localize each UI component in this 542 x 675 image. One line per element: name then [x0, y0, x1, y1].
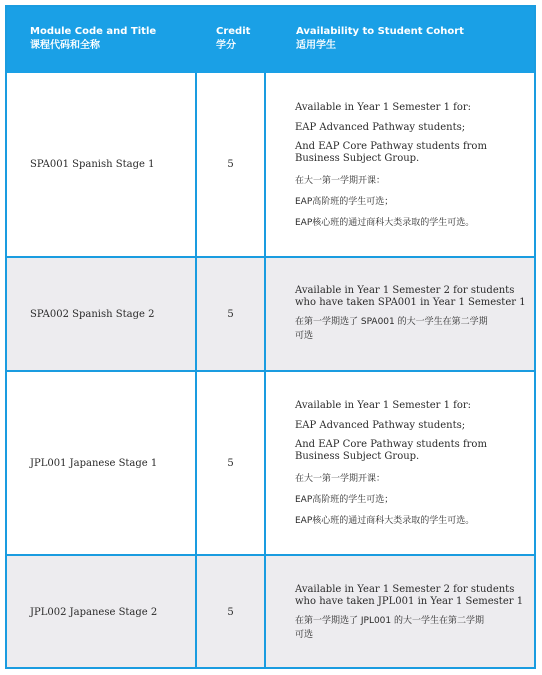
availability-line: And EAP Core Pathway students from Business Subject Group.: [295, 439, 487, 462]
header-module: [7, 7, 196, 73]
header-availability: [265, 7, 534, 73]
header-credit-en: Credit: [216, 26, 251, 37]
module-cell: JPL002 Japanese Stage 2: [7, 555, 196, 669]
availability-cell: [265, 73, 534, 257]
availability-line: 在第一学期选了 JPL001 的大一学生在第二学期可选: [295, 615, 484, 640]
credit-cell: 5: [196, 73, 265, 257]
table-header-row: [7, 7, 534, 73]
availability-line: Available in Year 1 Semester 2 for students who have taken JPL001 in Year 1 Semester 1: [295, 583, 524, 607]
availability-line: EAP高阶班的学生可选；: [295, 495, 394, 505]
header-availability-en: Availability to Student Cohort: [296, 26, 464, 37]
header-credit: [196, 7, 265, 73]
availability-line: Available in Year 1 Semester 1 for:: [295, 400, 472, 411]
module-cell: JPL001 Japanese Stage 1: [7, 371, 196, 555]
header-availability-zh: 适用学生: [296, 40, 336, 51]
table-row: [7, 257, 534, 371]
availability-line: Available in Year 1 Semester 1 for:: [295, 101, 472, 113]
availability-line: 在第一学期选了 SPA001 的大一学生在第二学期可选: [295, 317, 488, 341]
availability-line: EAP Advanced Pathway students;: [295, 420, 466, 431]
availability-line: 在大一第一学期开课：: [295, 175, 386, 186]
availability-line: EAP高阶班的学生可选；: [295, 196, 394, 207]
credit-cell: 5: [196, 257, 265, 371]
availability-line: EAP核心班的通过商科大类录取的学生可选。: [295, 516, 475, 526]
availability-cell: [265, 555, 534, 669]
credit-cell: 5: [196, 555, 265, 669]
availability-line: Available in Year 1 Semester 2 for students who have taken SPA001 in Year 1 Semester 1: [295, 285, 526, 308]
module-table-frame: [5, 5, 536, 669]
header-module-zh: 课程代码和全称: [30, 40, 100, 51]
availability-cell: [265, 371, 534, 555]
availability-line: 在大一第一学期开课：: [295, 474, 386, 484]
credit-cell: 5: [196, 371, 265, 555]
availability-cell: [265, 257, 534, 371]
availability-line: And EAP Core Pathway students from Business Subject Group.: [295, 140, 487, 164]
availability-line: EAP Advanced Pathway students;: [295, 121, 466, 133]
availability-line: EAP核心班的通过商科大类录取的学生可选。: [295, 217, 475, 228]
table-row: [7, 73, 534, 257]
table-row: [7, 371, 534, 555]
module-cell: SPA001 Spanish Stage 1: [7, 73, 196, 257]
table-row: [7, 555, 534, 669]
header-credit-zh: 学分: [216, 40, 236, 51]
header-module-en: Module Code and Title: [30, 26, 157, 37]
module-cell: SPA002 Spanish Stage 2: [7, 257, 196, 371]
module-table: [7, 7, 534, 669]
